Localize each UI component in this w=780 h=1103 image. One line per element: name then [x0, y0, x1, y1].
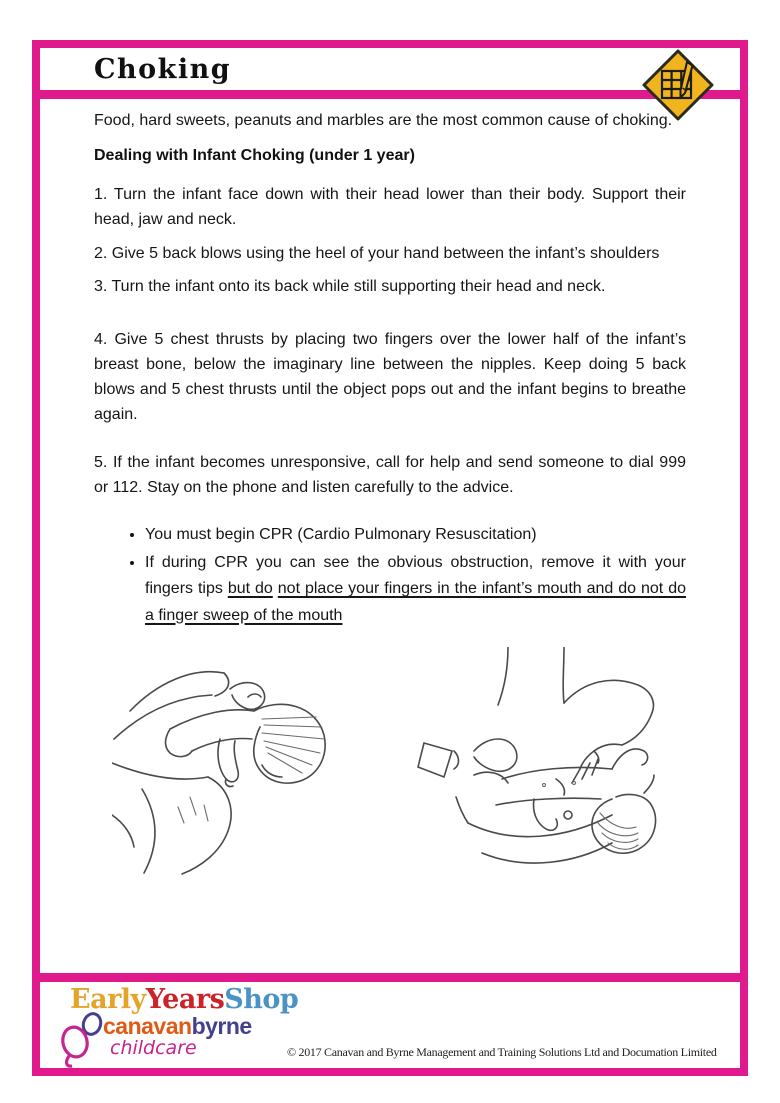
- copyright-text: © 2017 Canavan and Byrne Management and Training Solutions Ltd and Documation Limited: [287, 1045, 717, 1059]
- footer-divider-bar: [40, 973, 740, 982]
- infant-chest-thrusts-illustration: [416, 647, 660, 885]
- brand-shop: Shop: [224, 984, 299, 1015]
- childcare-wordmark: childcare: [110, 1037, 197, 1059]
- step-3-paragraph: 3. Turn the infant onto its back while still supporting their head and neck.: [94, 278, 606, 295]
- early-years-shop-logo: [70, 984, 298, 1015]
- footer: [40, 982, 740, 1068]
- document-body: [40, 99, 740, 892]
- title-divider-bar: [40, 90, 740, 99]
- step-5-paragraph: 5. If the infant becomes unresponsive, call for help and send someone to dial 999 or 112. Stay on the phone and listen carefully to the advice.: [94, 454, 686, 496]
- intro-paragraph: Food, hard sweets, peanuts and marbles are the most common cause of choking.: [94, 112, 673, 129]
- page-title: Choking: [94, 54, 232, 85]
- bullet-begin-cpr-text: You must begin CPR (Cardio Pulmonary Resuscitation): [145, 526, 537, 543]
- hair-shading: [178, 717, 324, 823]
- brand-years: Years: [145, 984, 225, 1015]
- warning-normal-text: If during CPR you can see the obvious obstruction, remove it with your fingers tips: [145, 553, 686, 597]
- bullet-begin-cpr: [145, 522, 686, 549]
- brand-byrne: byrne: [191, 1013, 252, 1039]
- brand-early: Early: [70, 984, 146, 1015]
- planning-grid-road-sign-icon: [641, 48, 715, 122]
- canavanbyrne-logo: [103, 1013, 252, 1040]
- step-1-paragraph: 1. Turn the infant face down with their head lower than their body. Support their head, jaw and neck.: [94, 186, 686, 228]
- title-bar: [40, 48, 740, 90]
- section-heading: Dealing with Infant Choking (under 1 year): [94, 147, 415, 164]
- step-2-paragraph: 2. Give 5 back blows using the heel of your hand between the infant’s shoulders: [94, 245, 660, 262]
- page-frame: [32, 40, 748, 1076]
- infant-back-blows-illustration: [112, 647, 352, 875]
- step-4-paragraph: 4. Give 5 chest thrusts by placing two fingers over the lower half of the infant’s breast bone, below the imaginary line between the nipples. Keep doing 5 back blows and 5 chest thrusts until the object pops out and the infant begins to breathe again.: [94, 331, 686, 423]
- bullet-obstruction-warning: [145, 550, 686, 630]
- warning-underline-no-fingers: not place your fingers in the infant’s mouth and do not do a finger sweep of the mouth: [145, 580, 687, 624]
- illustration-row: [94, 647, 686, 892]
- brand-canavan: canavan: [103, 1013, 192, 1039]
- hair-shading: [543, 782, 639, 850]
- cpr-bullet-list: [94, 522, 686, 629]
- warning-underline-but-do: but do: [227, 580, 273, 597]
